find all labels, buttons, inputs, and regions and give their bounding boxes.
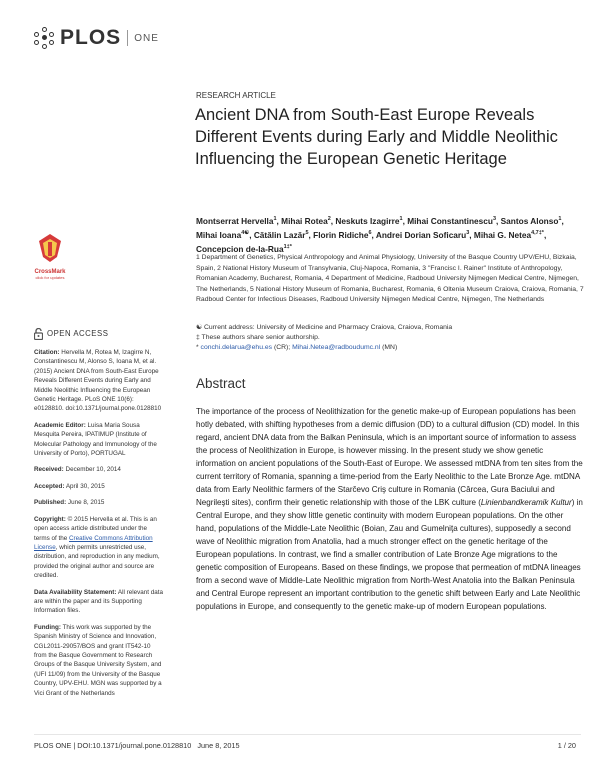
copyright-block bbox=[34, 515, 164, 581]
author-name[interactable]: Florin Ridiche bbox=[313, 229, 369, 240]
author-separator: , bbox=[330, 215, 336, 226]
author-separator: , bbox=[469, 229, 474, 240]
funding-block bbox=[34, 623, 164, 698]
plos-wordmark: PLOS bbox=[60, 26, 122, 49]
crossmark-sub: click for updates bbox=[35, 275, 65, 280]
plos-dots-icon bbox=[34, 27, 56, 49]
published-date: June 8, 2015 bbox=[66, 499, 105, 507]
author-affiliation-sup: 4,7‡* bbox=[531, 229, 544, 236]
editor-block bbox=[34, 421, 164, 459]
received-label: Received: bbox=[34, 466, 64, 474]
published-block bbox=[34, 498, 164, 507]
author-name[interactable]: Mihai G. Netea bbox=[473, 229, 532, 240]
copyright-text-b: , which permits unrestricted use, distribution, and reproduction in any medium, provided the original author and source are credited. bbox=[34, 543, 160, 580]
citation-label: Citation: bbox=[34, 349, 60, 356]
author-affiliation-sup: 3 bbox=[492, 216, 497, 222]
author-affiliation-sup: 1 bbox=[273, 216, 277, 222]
copyright-text-a: © 2015 Hervella et al. This is an open access article distributed under the terms of the bbox=[34, 515, 157, 542]
author-separator: , bbox=[276, 215, 282, 226]
published-label: Published: bbox=[34, 499, 67, 507]
author-affiliation-sup: 6 bbox=[368, 229, 372, 236]
data-availability-block bbox=[34, 588, 164, 616]
author-name[interactable]: Neskuts Izagirre bbox=[335, 215, 400, 226]
author-name[interactable]: Concepcion de-la-Rua bbox=[196, 243, 284, 254]
crossmark-icon bbox=[37, 233, 63, 263]
crossmark-badge[interactable] bbox=[34, 233, 66, 280]
journal-name: ONE bbox=[134, 32, 159, 44]
open-access-badge bbox=[34, 328, 164, 340]
senior-authorship-note: ‡ These authors share senior authorship. bbox=[196, 334, 320, 341]
editor-text: Luisa Maria Sousa Mesquita Pereira, IPATIMUP (Institute of Molecular Pathology and Immunology of the University of Porto), PORTUGAL bbox=[34, 421, 157, 458]
funding-label: Funding: bbox=[34, 623, 61, 631]
author-name[interactable]: Montserrat Hervella bbox=[196, 215, 274, 226]
plos-logo[interactable] bbox=[34, 26, 159, 50]
received-block bbox=[34, 465, 164, 474]
email-tag-cr: (CR); bbox=[272, 344, 293, 351]
correspondence bbox=[196, 343, 584, 353]
author-name[interactable]: Mihai Ioana bbox=[196, 229, 242, 240]
author-name[interactable]: Santos Alonso bbox=[500, 215, 559, 226]
abstract-text bbox=[196, 405, 584, 613]
article-title: Ancient DNA from South-East Europe Reveals Different Events during Early and Middle Neolithic Influencing the European Genetic Heritage bbox=[195, 106, 558, 168]
current-address-note: ☯ Current address: University of Medicine and Pharmacy Craiova, Craiova, Romania bbox=[196, 324, 453, 331]
author-affiliation-sup: 1 bbox=[558, 216, 562, 222]
author-separator: , bbox=[308, 229, 314, 240]
author-affiliation-sup: 4☯ bbox=[241, 229, 250, 236]
license-link[interactable]: Creative Commons Attribution License bbox=[34, 534, 153, 551]
funding-text: This work was supported by the Spanish Ministry of Science and Innovation, CGL2011-29057/BOS and grant IT542-10 from the Basque Government to Research Groups of the Basque University System, and (UFI 11/09) from the University of the Basque Country, UPV-EHU. MGN was supported by a Vici Grant of the Netherlands bbox=[34, 623, 162, 697]
author-separator: , bbox=[543, 229, 547, 240]
author-affiliation-sup: 1 bbox=[399, 216, 403, 222]
email-link-mn[interactable]: Mihai.Netea@radboudumc.nl bbox=[292, 344, 381, 351]
author-affiliation-sup: 1‡* bbox=[283, 243, 292, 250]
author-separator: , bbox=[561, 215, 564, 226]
accepted-date: April 30, 2015 bbox=[64, 482, 105, 490]
logo-divider bbox=[127, 30, 128, 46]
author-name[interactable]: Andrei Dorian Soficaru bbox=[375, 229, 467, 240]
abstract-italic-term: Linienbandkeramik Kultur bbox=[480, 498, 572, 507]
author-affiliation-sup: 5 bbox=[305, 229, 309, 236]
received-date: December 10, 2014 bbox=[63, 466, 121, 474]
article-sidebar bbox=[34, 328, 164, 705]
affiliations: 1 Department of Genetics, Physical Anthropology and Animal Physiology, University of the Basque Country UPV/EHU, Bizkaia, Spain, 2 National History Museum of Transylvania, Cluj-Napoca, Romania, 3 "Francisc I. Rainer" Institute of Anthropology, Romanian Academy, Bucharest, Romania, 4 Department of Medicine, Radboud University Nijmegen Medical Centre, Nijmegen, The Netherlands, 5 National History Museum of Romania, Bucharest, Romania, 6 Oltenia Museum Craiova, Craiova, Romania, 7 Radboud Center for Infectious Diseases, Radboud University Nijmegen Medical Centre, Nijmegen, The Netherlands bbox=[196, 254, 584, 303]
accepted-block bbox=[34, 482, 164, 491]
author-separator: , bbox=[496, 215, 501, 226]
author-separator: , bbox=[371, 229, 376, 240]
author-name[interactable]: Cătălin Lazăr bbox=[253, 229, 306, 240]
citation-block bbox=[34, 348, 164, 414]
abstract-heading: Abstract bbox=[196, 376, 246, 391]
crossmark-label: CrossMark bbox=[34, 269, 66, 275]
open-access-label: OPEN ACCESS bbox=[47, 329, 109, 339]
article-type: RESEARCH ARTICLE bbox=[196, 91, 276, 100]
author-separator: , bbox=[249, 229, 254, 240]
accepted-label: Accepted: bbox=[34, 482, 65, 490]
page-number: 1 / 20 bbox=[557, 741, 576, 750]
footer-divider bbox=[34, 734, 581, 735]
corr-marker: * bbox=[196, 344, 201, 351]
copyright-label: Copyright: bbox=[34, 515, 66, 523]
data-availability-text: All relevant data are within the paper and its Supporting Information files. bbox=[34, 588, 164, 615]
author-notes bbox=[196, 323, 584, 353]
author-affiliation-sup: 2 bbox=[327, 216, 331, 222]
author-name[interactable]: Mihai Constantinescu bbox=[407, 215, 493, 226]
open-lock-icon bbox=[34, 328, 43, 340]
editor-label: Academic Editor: bbox=[34, 421, 86, 429]
abstract-part-2: ) in Central Europe, and they show little genetic continuity with modern European populations. On the other hand, populations of the Middle-Late Neolithic (Boian, Zau and Gumelniţa cultures), supposedly a second wave of Neolithic migration from Anatolia, had a much stronger effect on the genetic heritage of the European populations. In contrast, we find a smaller contribution of Late Bronze Age migrations to the genetic composition of Europeans. Based on these findings, we propose that permeation of mtDNA lineages from a second wave of Middle-Late Neolithic migration from North-West Anatolia into the Balkan Peninsula and Central Europe represent an important contribution to the genetic shift between Early and Late Neolithic populations in Europe, and consequently to the genetic make-up of modern European populations. bbox=[196, 498, 583, 611]
author-affiliation-sup: 3 bbox=[466, 229, 470, 236]
abstract-part-1: The importance of the process of Neolithization for the genetic make-up of European populations has been hotly debated, with shifting hypotheses from a demic diffusion (DD) to a cultural diffusion (CD) model. In this regard, ancient DNA data from the Balkan Peninsula, which is an important source of information to assess the process of Neolithization in Europe, is however missing. In the present study we show genetic information on ancient populations of the South-East of Europe. We assessed mtDNA from ten sites from the current territory of Romania, spanning a time-period from the Early Neolithic to the Late Bronze Age. mtDNA data from Early Neolithic farmers of the Starčevo Criş culture in Romania (Cârcea, Gura Baciului and Negrileşti sites), confirm their genetic relationship with those of the LBK culture ( bbox=[196, 407, 583, 507]
footer-citation: PLOS ONE | DOI:10.1371/journal.pone.0128810 June 8, 2015 bbox=[34, 741, 240, 750]
author-separator: , bbox=[402, 215, 408, 226]
email-tag-mn: (MN) bbox=[380, 344, 398, 351]
author-name[interactable]: Mihai Rotea bbox=[281, 215, 328, 226]
data-availability-label: Data Availability Statement: bbox=[34, 588, 117, 596]
author-list bbox=[196, 213, 581, 254]
citation-text: Hervella M, Rotea M, Izagirre N, Constantinescu M, Alonso S, Ioana M, et al. (2015) Ancient DNA from South-East Europe Reveals Different Events during Early and Middle Neolithic Influencing the European Genetic Heritage. PLoS ONE 10(6): e0128810. doi:10.1371/journal.pone.0128810 bbox=[34, 349, 162, 413]
email-link-cr[interactable]: conchi.delarua@ehu.es bbox=[200, 344, 273, 351]
